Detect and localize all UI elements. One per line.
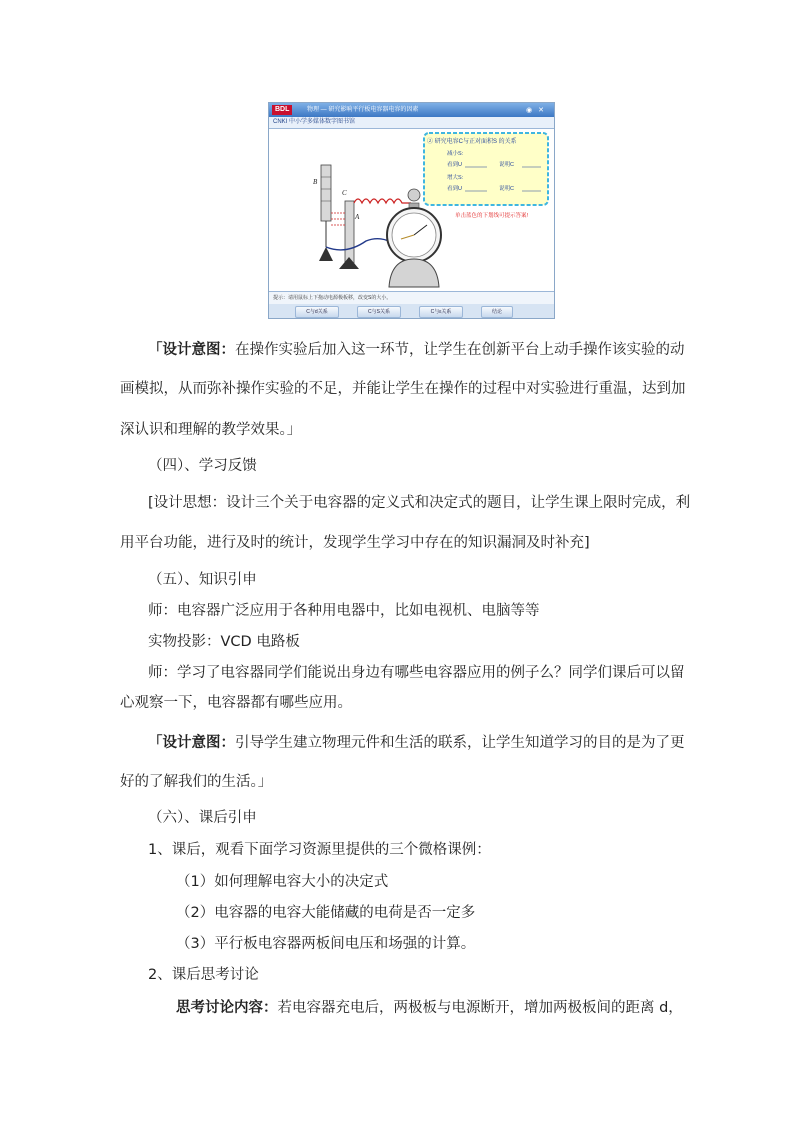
paragraph-line: 用平台功能，进行及时的统计，发现学生学习中存在的知识漏洞及时补充] <box>120 535 590 551</box>
sub-list-item: （1）如何理解电容大小的决定式 <box>176 874 389 890</box>
tab-c-s: C与S关系 <box>357 306 401 318</box>
discussion-text: 若电容器充电后，两极板与电源断开，增加两极板间的距离 d， <box>277 1000 683 1016</box>
screenshot-logo: BDL <box>272 105 292 115</box>
screenshot-tip-text: 提示：请用鼠标上下拖动电源极板移，改变S的大小。 <box>273 295 392 301</box>
window-buttons-icon: ◉✕ <box>526 106 550 114</box>
tab-c-d: C与d关系 <box>295 306 339 318</box>
red-wire <box>354 199 411 203</box>
discussion-paragraph <box>176 998 683 1018</box>
sub-list-item: （3）平行板电容器两板间电压和场强的计算。 <box>176 936 476 952</box>
list-item: 2、课后思考讨论 <box>148 967 259 983</box>
screenshot-tip-bar <box>269 291 554 304</box>
sub-list-item: （2）电容器的电容大能储藏的电荷是否一定多 <box>176 905 476 921</box>
label-a: A <box>355 213 360 221</box>
decrease-label: 减小S: <box>447 151 464 157</box>
panel-title: ② 研究电容C与正对面积S 的关系 <box>427 139 517 145</box>
discussion-label: 思考讨论内容： <box>176 1000 278 1016</box>
label-c: C <box>342 189 347 197</box>
screenshot-titlebar <box>269 103 554 117</box>
plate-b <box>321 165 331 221</box>
paragraph-line: 深认识和理解的教学效果。」 <box>120 422 302 438</box>
paragraph-line: 师：学习了电容器同学们能说出身边有哪些电容器应用的例子么？同学们课后可以留 <box>148 665 685 681</box>
electrometer-knob <box>408 189 420 201</box>
courseware-screenshot <box>268 102 555 319</box>
paragraph-line: 师：电容器广泛应用于各种用电器中，比如电视机、电脑等等 <box>148 603 540 619</box>
decrease-conclusion: 说明C <box>499 162 514 168</box>
increase-see-u: 看到U <box>447 186 462 192</box>
screenshot-header-text: CNKI 中小学多媒体数字图书馆 <box>273 119 356 125</box>
screenshot-header <box>269 117 554 129</box>
design-intent-label: 「设计意图： <box>148 342 235 358</box>
tab-c-epsilon: C与ε关系 <box>419 306 463 318</box>
hint-text: 单击蓝色的下划线可提示答案! <box>455 213 529 219</box>
screenshot-title: 物理 — 研究影响平行板电容器电容的因素 <box>307 107 419 113</box>
design-intent-text: 引导学生建立物理元件和生活的联系，让学生知道学习的目的是为了更 <box>235 735 685 751</box>
design-intent-text: 在操作实验后加入这一环节，让学生在创新平台上动手操作该实验的动 <box>235 342 685 358</box>
capacitor-apparatus-diagram <box>269 129 554 291</box>
decrease-see-u: 看到U <box>447 162 462 168</box>
section-heading-5: （五）、知识引申 <box>148 572 257 588</box>
section-heading-6: （六）、课后引申 <box>148 810 257 826</box>
screenshot-tab-bar <box>269 304 554 318</box>
paragraph-line: 好的了解我们的生活。」 <box>120 774 273 790</box>
electrometer-base <box>389 259 439 287</box>
plate-a <box>345 201 354 263</box>
plate-a-stand <box>339 257 359 269</box>
paragraph-line: 实物投影：VCD 电路板 <box>148 634 300 650</box>
section-heading-4: （四）、学习反馈 <box>148 458 257 474</box>
label-b: B <box>313 178 318 186</box>
tab-conclusion: 结论 <box>481 306 513 318</box>
increase-conclusion: 说明C <box>499 186 514 192</box>
paragraph-line: [设计思想：设计三个关于电容器的定义式和决定式的题目，让学生课上限时完成，利 <box>148 495 691 511</box>
paragraph-line: 画模拟，从而弥补操作实验的不足，并能让学生在操作的过程中对实验进行重温，达到加 <box>120 381 686 397</box>
list-item: 1、课后，观看下面学习资源里提供的三个微格课例： <box>148 842 491 858</box>
design-intent-paragraph-2 <box>148 733 685 753</box>
screenshot-canvas <box>269 129 554 291</box>
design-intent-label: 「设计意图： <box>148 735 235 751</box>
design-intent-paragraph-1 <box>148 340 685 360</box>
increase-label: 增大S: <box>447 175 464 181</box>
paragraph-line: 心观察一下，电容器都有哪些应用。 <box>120 695 352 711</box>
